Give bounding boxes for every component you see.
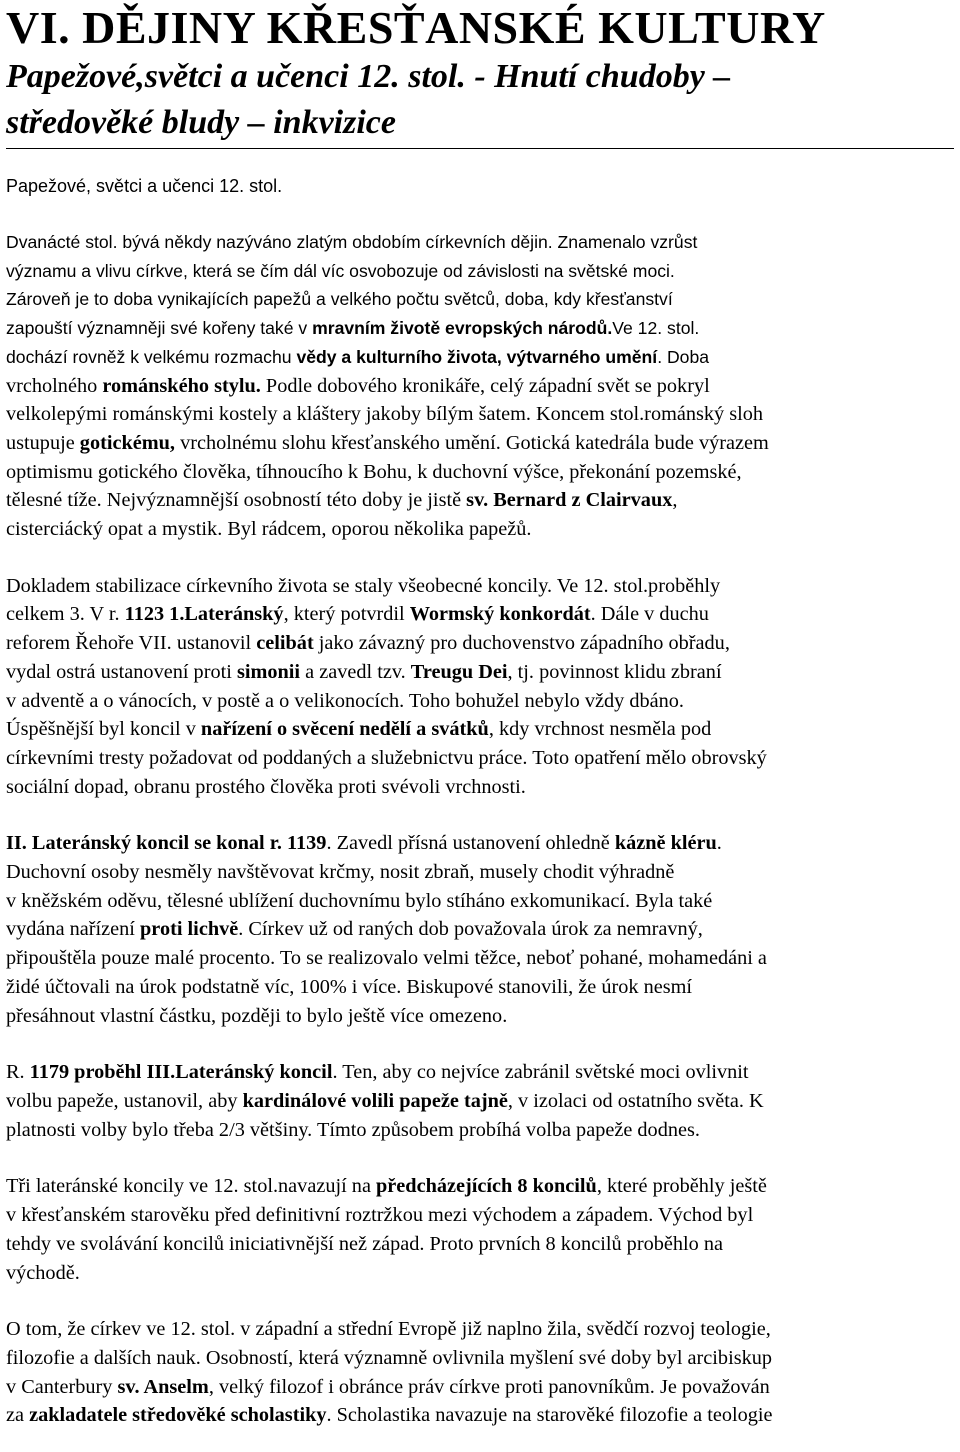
bold-text: sv. Anselm — [117, 1375, 209, 1398]
bold-text: proti lichvě — [140, 918, 239, 941]
section-heading: Papežové, světci a učenci 12. stol. — [6, 176, 283, 196]
paragraph — [6, 1315, 954, 1430]
text-line — [6, 887, 954, 916]
bold-text: 1179 proběhl III.Lateránský koncil — [29, 1061, 333, 1084]
text-run: reforem Řehoře VII. ustanovil — [6, 632, 257, 655]
text-line — [6, 1116, 954, 1145]
paragraph — [6, 829, 954, 1030]
text-line — [6, 515, 954, 544]
text-run: vrcholného — [6, 374, 103, 397]
text-line — [6, 372, 954, 401]
text-line — [6, 1058, 954, 1087]
document-title: VI. DĚJINY KŘESŤANSKÉ KULTURY — [6, 2, 826, 53]
text-run: Ve 12. stol. — [612, 318, 700, 339]
bold-text: nařízení o svěcení nedělí a svátků — [200, 718, 489, 741]
text-run: , — [672, 489, 678, 512]
document-subtitle — [6, 54, 954, 149]
text-line — [6, 1172, 954, 1201]
paragraph — [6, 228, 954, 372]
text-line — [6, 1401, 954, 1430]
text-run: a zavedl tzv. — [300, 660, 411, 683]
text-line — [6, 257, 954, 286]
text-run: Úspěšnější byl koncil v — [6, 718, 201, 741]
bold-text: sv. Bernard z Clairvaux — [466, 489, 673, 512]
text-line — [6, 773, 954, 802]
text-run: ustupuje — [6, 431, 80, 454]
text-line — [6, 1087, 954, 1116]
text-run: církevními tresty požadovat od poddaných a služebnictvu práce. Toto opatření mělo obrovský — [6, 746, 767, 769]
text-line — [6, 1230, 954, 1259]
text-run: v kněžském oděvu, tělesné ublížení duchovnímu bylo stíháno exkomunikací. Byla také — [6, 889, 713, 912]
text-line — [6, 429, 954, 458]
bold-text: kardinálové volili papeže tajně — [242, 1089, 508, 1112]
paragraph-gap — [6, 200, 954, 228]
text-run: . — [716, 832, 722, 855]
text-run: židé účtovali na úrok podstatně víc, 100% i více. Biskupové stanovili, že úrok nesmí — [6, 975, 693, 998]
text-line — [6, 858, 954, 887]
bold-text: mravním životě evropských národů. — [312, 318, 613, 339]
text-run: celkem 3. V r. — [6, 603, 125, 626]
text-run: Podle dobového kronikáře, celý západní svět se pokryl — [260, 374, 710, 397]
text-line — [6, 944, 954, 973]
text-run: zapouští významněji své kořeny také v — [6, 318, 313, 339]
text-run: . Zavedl přísná ustanovení ohledně — [326, 832, 615, 855]
paragraph-gap — [6, 1030, 954, 1058]
text-run: volbu papeže, ustanovil, aby — [6, 1089, 243, 1112]
text-line — [6, 314, 954, 343]
text-run: , které proběhly ještě — [596, 1175, 767, 1198]
paragraph — [6, 572, 954, 802]
text-line — [6, 658, 954, 687]
text-run: , tj. povinnost klidu zbraní — [507, 660, 722, 683]
text-run: O tom, že církev ve 12. stol. v západní a střední Evropě již naplno žila, svědčí rozvoj teologie, — [6, 1318, 771, 1341]
text-run: R. — [6, 1061, 30, 1084]
text-run: tehdy ve svolávání koncilů iniciativnější než západ. Proto prvních 8 koncilů proběhlo na — [6, 1232, 723, 1255]
text-run: , velký filozof i obránce práv církve proti panovníkům. Je považován — [208, 1375, 770, 1398]
text-line — [6, 1373, 954, 1402]
text-run: významu a vlivu církve, která se čím dál víc osvobozuje od závislosti na světské moci. — [6, 260, 675, 281]
text-run: připouštěla pouze malé procento. To se realizovalo velmi těžce, neboť pohané, mohamedáni a — [6, 947, 767, 970]
text-line — [6, 228, 954, 257]
text-line — [6, 458, 954, 487]
body-text — [6, 228, 954, 1430]
text-run: Zároveň je to doba vynikajících papežů a velkého počtu světců, doba, kdy křesťanství — [6, 289, 673, 310]
text-line — [6, 1201, 954, 1230]
text-line — [6, 915, 954, 944]
text-line — [6, 1259, 954, 1288]
text-run: v adventě a o vánocích, v postě a o velikonocích. Toho bohužel nebylo vždy dbáno. — [6, 689, 685, 712]
bold-text: předcházejících 8 koncilů — [376, 1175, 597, 1198]
text-line — [6, 629, 954, 658]
paragraph — [6, 1058, 954, 1144]
text-line — [6, 285, 954, 314]
text-run: cisterciácký opat a mystik. Byl rádcem, oporou několika papežů. — [6, 518, 532, 541]
text-run: vrcholnému slohu křesťanského umění. Gotická katedrála bude výrazem — [175, 431, 769, 454]
bold-text: gotickému, — [79, 431, 175, 454]
text-line — [6, 600, 954, 629]
bold-text: simonii — [236, 660, 301, 683]
text-run: , který potvrdil — [283, 603, 410, 626]
paragraph-gap — [6, 1287, 954, 1315]
bold-text: Treugu Dei — [410, 660, 508, 683]
text-line — [6, 486, 954, 515]
text-run: východě. — [6, 1261, 80, 1284]
text-line — [6, 1344, 954, 1373]
text-run: . Dále v duchu — [590, 603, 709, 626]
paragraph-gap — [6, 801, 954, 829]
paragraph — [6, 372, 954, 544]
bold-text: vědy a kulturního života, výtvarného umění — [296, 346, 658, 367]
text-line — [6, 343, 954, 372]
text-run: v křesťanském starověku před definitivní roztržkou mezi východem a západem. Východ byl — [6, 1204, 754, 1227]
paragraph-gap — [6, 1144, 954, 1172]
bold-text: 1123 1.Lateránský — [124, 603, 284, 626]
text-run: , v izolaci od ostatního světa. K — [507, 1089, 764, 1112]
bold-text: románského stylu. — [102, 374, 261, 397]
text-run: . Doba — [657, 346, 710, 367]
text-run: Dvanácté stol. bývá někdy nazýváno zlatým obdobím církevních dějin. Znamenalo vzrůst — [6, 232, 698, 252]
text-line — [6, 973, 954, 1002]
text-line — [6, 400, 954, 429]
text-line — [6, 829, 954, 858]
text-run: přesáhnout vlastní částku, později to bylo ještě více omezeno. — [6, 1004, 508, 1027]
text-run: vydána nařízení — [6, 918, 141, 941]
text-run: Dokladem stabilizace církevního života se staly všeobecné koncily. Ve 12. stol.proběhly — [6, 574, 721, 597]
bold-text: kázně kléru — [614, 832, 717, 855]
text-run: filozofie a dalších nauk. Osobností, která významně ovlivnila myšlení své doby byl arcibiskup — [6, 1346, 773, 1369]
text-run: . Ten, aby co nejvíce zabránil světské moci ovlivnit — [332, 1061, 749, 1084]
subtitle-line-2: středověké bludy – inkvizice — [6, 104, 396, 141]
subtitle-line-1: Papežové,světci a učenci 12. stol. - Hnutí chudoby – — [6, 58, 731, 95]
paragraph — [6, 1172, 954, 1287]
text-run: v Canterbury — [6, 1375, 118, 1398]
text-line — [6, 715, 954, 744]
text-run: tělesné tíže. Nejvýznamnější osobností této doby je jistě — [6, 489, 467, 512]
bold-text: zakladatele středověké scholastiky — [29, 1404, 327, 1427]
bold-text: celibát — [256, 632, 314, 655]
text-line — [6, 687, 954, 716]
text-run: sociální dopad, obranu prostého člověka proti svévoli vrchnosti. — [6, 775, 526, 798]
text-run: platnosti volby bylo třeba 2/3 většiny. Tímto způsobem probíhá volba papeže dodnes. — [6, 1118, 700, 1141]
text-run: Duchovní osoby nesměly navštěvovat krčmy, nosit zbraň, musely chodit výhradně — [6, 861, 675, 884]
text-run: optimismu gotického člověka, tíhnoucího k Bohu, k duchovní výšce, překonání pozemské, — [6, 460, 742, 483]
text-run: , kdy vrchnost nesměla pod — [488, 718, 712, 741]
bold-text: II. Lateránský koncil se konal r. 1139 — [6, 832, 327, 855]
paragraph-gap — [6, 544, 954, 572]
text-run: . Církev už od raných dob považovala úrok za nemravný, — [238, 918, 703, 941]
bold-text: Wormský konkordát — [409, 603, 591, 626]
text-run: jako závazný pro duchovenstvo západního obřadu, — [313, 632, 730, 655]
text-run: Tři lateránské koncily ve 12. stol.navazují na — [6, 1175, 377, 1198]
text-line — [6, 572, 954, 601]
text-line — [6, 1315, 954, 1344]
text-line — [6, 744, 954, 773]
text-run: vydal ostrá ustanovení proti — [6, 660, 237, 683]
text-run: velkolepými románskými kostely a kláštery jakoby bílým šatem. Koncem stol.románský sloh — [6, 403, 764, 426]
text-run: za — [6, 1404, 30, 1427]
text-line — [6, 1002, 954, 1031]
text-run: . Scholastika navazuje na starověké filozofie a teologie — [326, 1404, 773, 1427]
text-run: dochází rovněž k velkému rozmachu — [6, 346, 297, 367]
